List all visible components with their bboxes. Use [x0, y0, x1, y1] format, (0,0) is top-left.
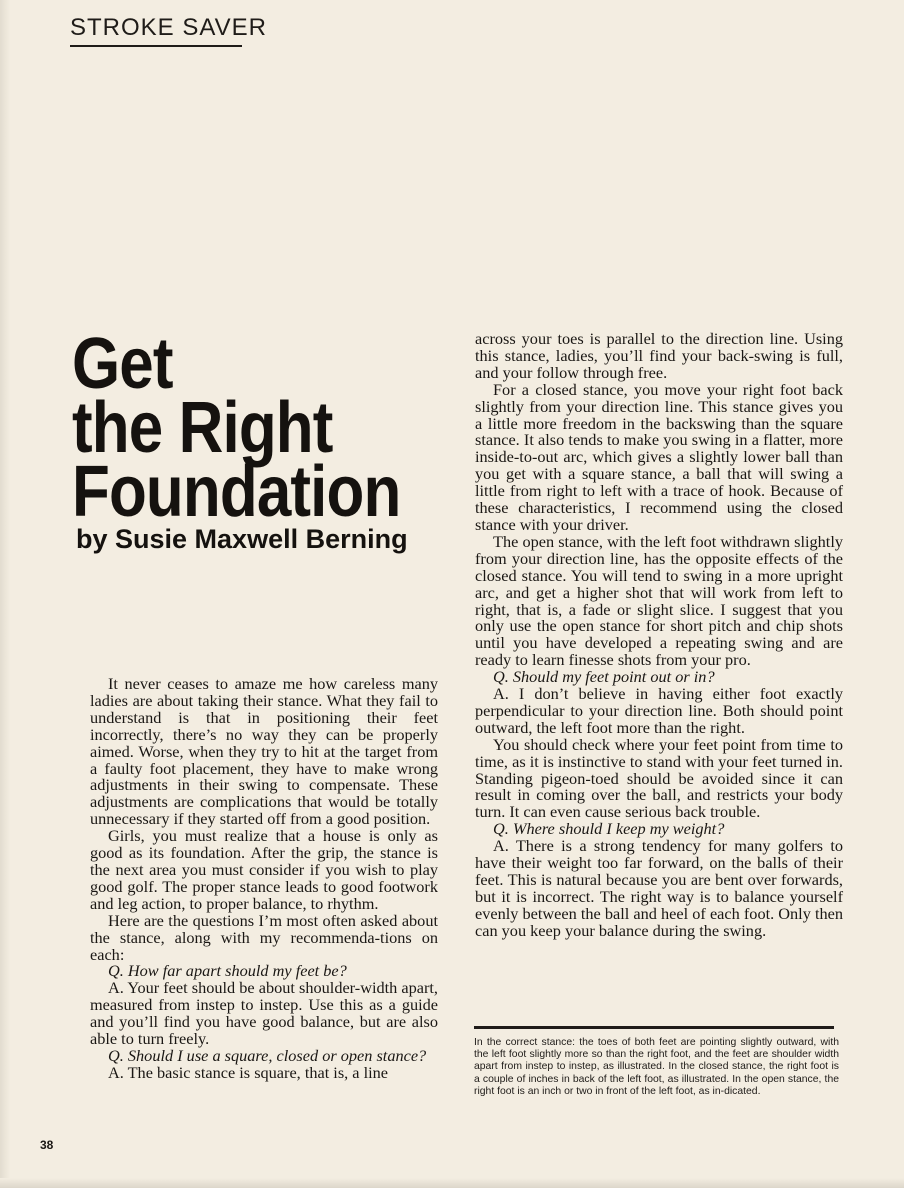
paragraph: For a closed stance, you move your right foot back slightly from your direction line. This stance gives you a little more freedom in the backswing than the square stance. It also tends to make you swing in a flatter, more inside-to-out arc, which gives a slightly lower ball than you get with a square stance, a ball that will swing a little from right to left with a trace of hook. Because of these characteristics, I recommend using the closed stance with your driver.: [475, 379, 843, 534]
paragraph: across your toes is parallel to the direction line. Using this stance, ladies, you’ll find your back-swing is full, and your follow through free.: [475, 329, 843, 382]
answer: A. The basic stance is square, that is, a line: [108, 1062, 389, 1082]
photo-caption: In the correct stance: the toes of both feet are pointing slightly outward, with the left foot slightly more so than the right foot, and the feet are shoulder width apart from instep to instep, as illustrated. In the closed stance, the right foot is a couple of inches in back of the left foot, as illustrated. In the open stance, the right foot is an inch or two in front of the left foot, as in-dicated.: [474, 1037, 839, 1097]
title-line-3: Foundation: [72, 452, 401, 532]
caption-rule: [474, 1026, 834, 1029]
section-underline: [70, 45, 242, 47]
question: Q. How far apart should my feet be?: [108, 961, 347, 981]
byline: by Susie Maxwell Berning: [76, 524, 408, 554]
question: Q. Should my feet point out or in?: [493, 667, 715, 687]
paragraph: Girls, you must realize that a house is only as good as its foundation. After the grip, the stance is the next area you must consider if you wish to play good golf. The proper stance leads to good footwork and leg action, to proper balance, to rhythm.: [90, 826, 438, 913]
paragraph: It never ceases to amaze me how careless many ladies are about taking their stance. What they fail to understand is that in positioning their feet incorrectly, there’s no way they can be properly aimed. Worse, when they try to hit at the target from a faulty foot placement, they have to make wrong adjustments in their swing to compensate. These adjustments are complications that would be totally unnecessary if they started off from a good position.: [90, 674, 438, 829]
left-column: [90, 676, 438, 1082]
question: Q. Where should I keep my weight?: [493, 819, 725, 839]
page-bottom-shadow: [0, 1178, 904, 1188]
title-line-2: the Right: [72, 388, 333, 468]
answer: A. I don’t believe in having either foot exactly perpendicular to your direction line. Both should point outward, the left foot more than the right.: [475, 684, 843, 737]
section-label: STROKE SAVER: [70, 14, 267, 41]
title-line-1: Get: [72, 324, 173, 404]
question: Q. Should I use a square, closed or open stance?: [108, 1045, 427, 1065]
right-column: [475, 331, 843, 940]
answer: A. Your feet should be about shoulder-width apart, measured from instep to instep. Use this as a guide and you’ll find you have good balance, but are also able to turn freely.: [90, 978, 438, 1049]
page-number: 38: [40, 1138, 54, 1152]
page-edge-shadow: [0, 0, 10, 1188]
article-title: [72, 324, 401, 532]
paragraph: The open stance, with the left foot withdrawn slightly from your direction line, has the opposite effects of the closed stance. You will tend to swing in a more upright arc, and get a higher shot that will work from left to right, that is, a fade or slight slice. I suggest that you only use the open stance for short pitch and chip shots until you have developed a repeating swing and are ready to learn finesse shots from your pro.: [475, 531, 843, 670]
answer: A. There is a strong tendency for many golfers to have their weight too far forward, on the balls of their feet. This is natural because you are bent over forwards, but it is incorrect. The right way is to balance yourself evenly between the ball and heel of each foot. Only then can you keep your balance during the swing.: [475, 836, 843, 940]
paragraph: Here are the questions I’m most often asked about the stance, along with my recommenda-tions on each:: [90, 910, 438, 964]
paragraph: You should check where your feet point from time to time, as it is instinctive to stand with your feet turned in. Standing pigeon-toed should be avoided since it can result in coming over the ball, and restricts your body turn. It can even cause serious back trouble.: [475, 734, 843, 822]
